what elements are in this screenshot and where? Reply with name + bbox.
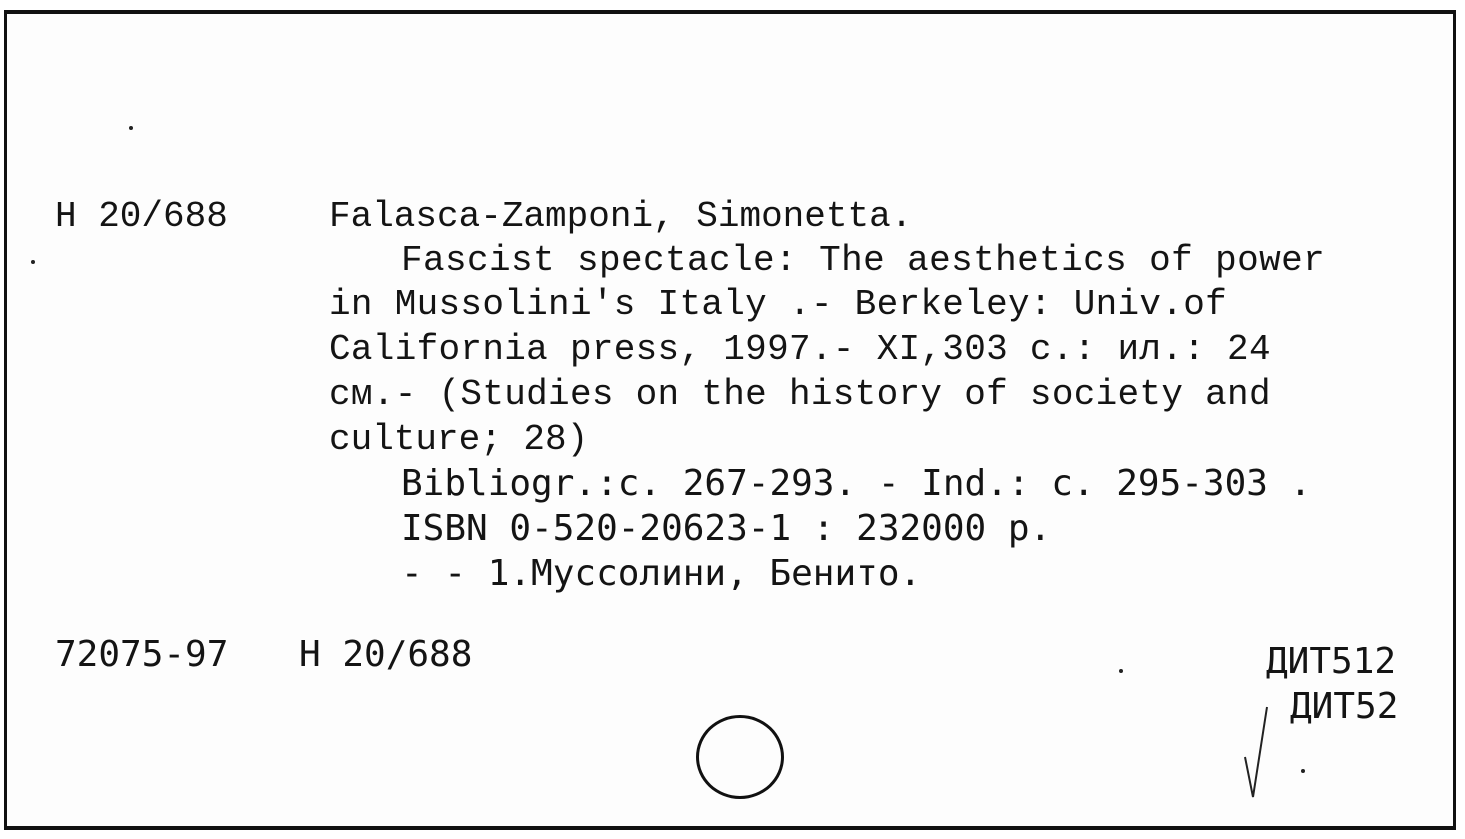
code-2: ДИТ52: [1290, 686, 1399, 727]
title-line-4: см.- (Studies on the history of society and: [329, 374, 1271, 415]
accession-number: 72075-97: [55, 634, 229, 675]
author-heading: Falasca-Zamponi, Simonetta.: [329, 196, 913, 237]
title-line-5: culture; 28): [329, 419, 589, 460]
bibliography-note: Bibliogr.:c. 267-293. - Ind.: c. 295-303 .: [401, 463, 1312, 504]
subject-heading: - - 1.Муссолини, Бенито.: [401, 553, 922, 594]
speck-2: [31, 260, 35, 264]
speck-3: [1119, 669, 1123, 673]
title-line-1: Fascist spectacle: The aesthetics of power: [401, 240, 1326, 281]
shelf-mark-top: Н 20/688: [55, 196, 228, 237]
isbn-price: ISBN 0-520-20623-1 : 232000 р.: [401, 508, 1052, 549]
punch-hole: [696, 715, 784, 799]
speck-4: [1301, 769, 1305, 773]
code-1: ДИТ512: [1266, 641, 1397, 682]
shelf-mark-bottom: Н 20/688: [299, 634, 473, 675]
speck-1: [129, 126, 133, 130]
catalog-card: [4, 10, 1456, 830]
title-line-3: California press, 1997.- XI,303 c.: ил.: 24: [329, 329, 1271, 370]
checkmark-icon: [1243, 702, 1273, 802]
title-line-2: in Mussolini's Italy .- Berkeley: Univ.of: [329, 284, 1228, 325]
